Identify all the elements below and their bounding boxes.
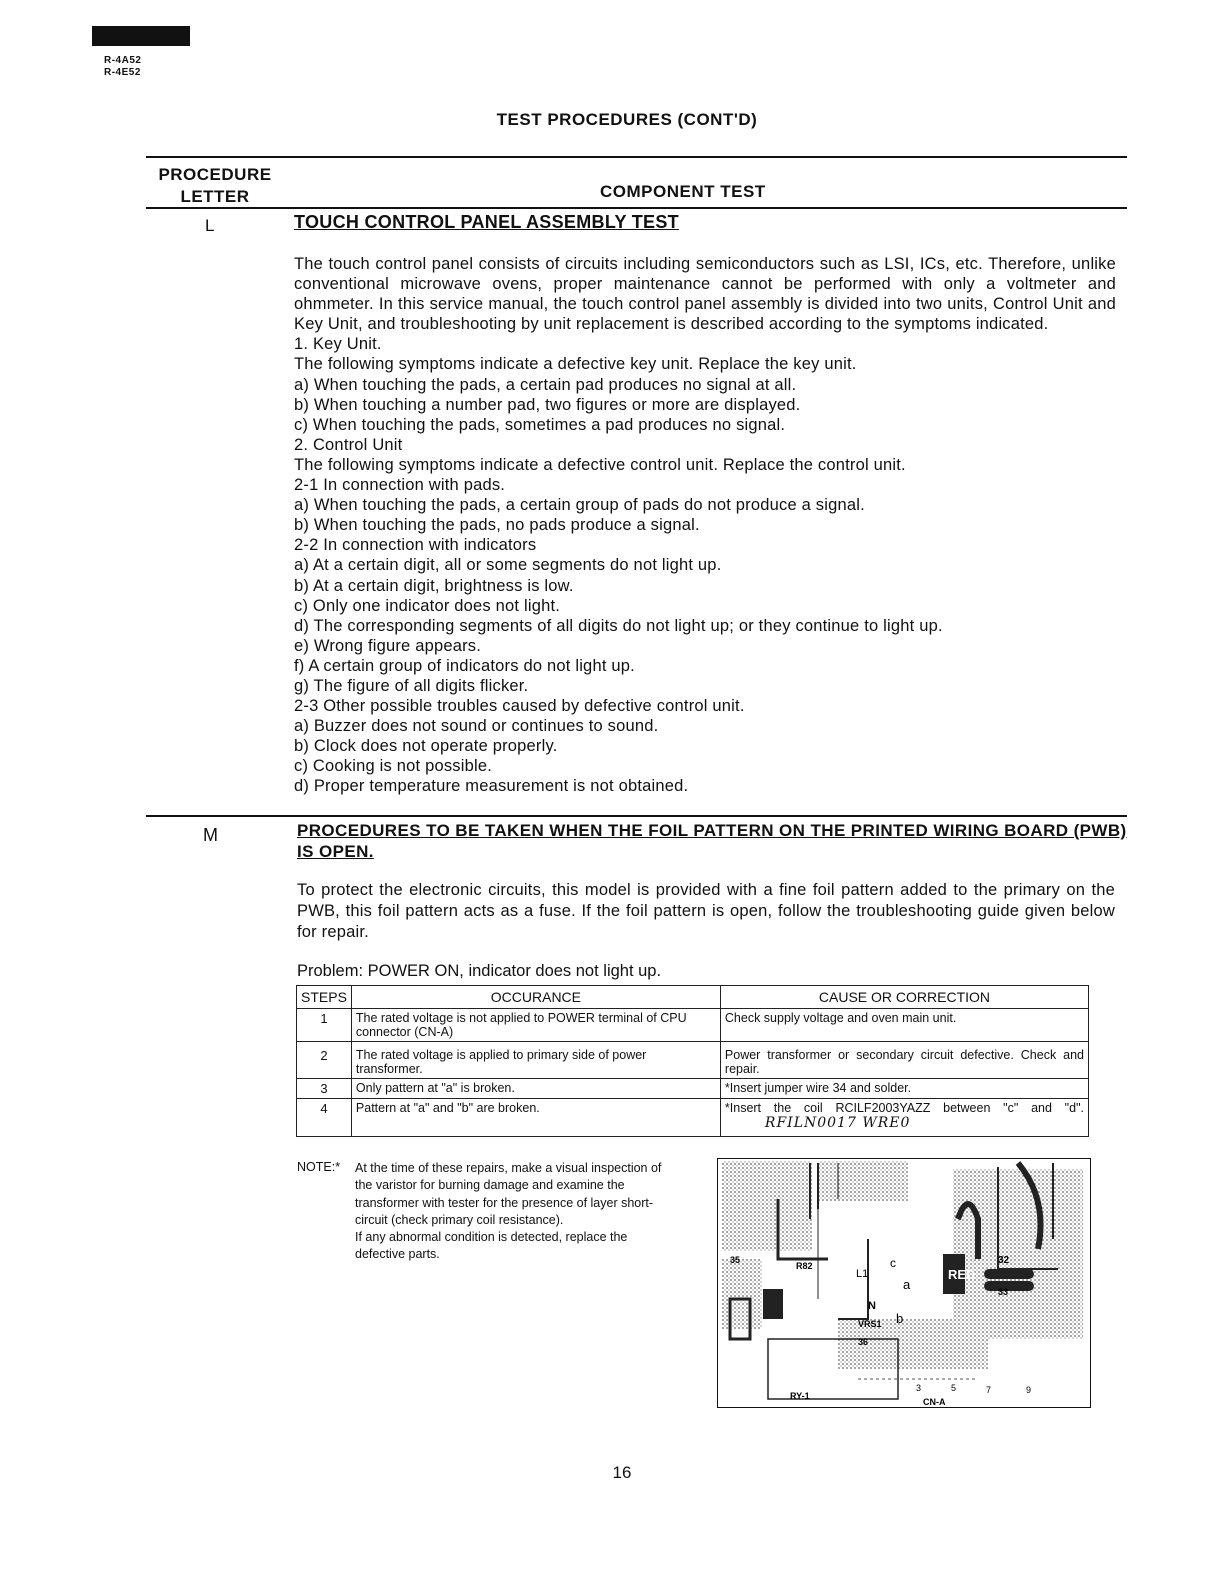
diagram-label: N [868, 1300, 876, 1312]
note-paragraph: If any abnormal condition is detected, replace the defective parts. [355, 1230, 628, 1262]
diagram-label: 33 [998, 1287, 1009, 1297]
body-line: 2-3 Other possible troubles caused by defective control unit. [294, 697, 745, 716]
diagram-label: 36 [858, 1337, 869, 1347]
diagram-label: b [896, 1311, 904, 1326]
note-label: NOTE:* [297, 1160, 341, 1174]
note-paragraph: At the time of these repairs, make a visual inspection of the varistor for burning damage and examine the transformer with tester for the presence of layer short-circuit (check primary coil resistance). [355, 1161, 662, 1227]
table-row [297, 1009, 1089, 1042]
page-number: 16 [612, 1463, 632, 1482]
occurance-cell: The rated voltage is not applied to POWER terminal of CPU connector (CN-A) [351, 1009, 720, 1042]
diagram-label: 5 [951, 1383, 957, 1393]
component-test-header: COMPONENT TEST [600, 182, 766, 201]
body-line: The following symptoms indicate a defective control unit. Replace the control unit. [294, 455, 906, 474]
body-line: e) Wrong figure appears. [294, 636, 482, 655]
diagram-label: 32 [998, 1255, 1010, 1266]
table-row [297, 1079, 1089, 1099]
diagram-label: 9 [1026, 1385, 1032, 1395]
step-cell: 2 [297, 1042, 352, 1079]
cause-cell: *Insert jumper wire 34 and solder. [720, 1079, 1088, 1099]
occurance-cell: Pattern at "a" and "b" are broken. [351, 1099, 720, 1137]
section-title: TOUCH CONTROL PANEL ASSEMBLY TEST [294, 212, 679, 232]
cause-cell: Check supply voltage and oven main unit. [720, 1009, 1088, 1042]
column-header: CAUSE OR CORRECTION [720, 986, 1088, 1009]
cause-cell [720, 1099, 1088, 1137]
section-m-paragraph: To protect the electronic circuits, this model is provided with a fine foil pattern added to the primary on the PWB, this foil pattern acts as a fuse. If the foil pattern is open, follow the troubleshooting guide given below for repair. [297, 881, 1115, 941]
cause-cell: Power transformer or secondary circuit defective. Check and repair. [720, 1042, 1088, 1079]
header-black-bar [92, 26, 190, 46]
jumper-marker [984, 1281, 1034, 1291]
body-line: f) A certain group of indicators do not light up. [294, 656, 635, 675]
body-line: d) Proper temperature measurement is not obtained. [294, 777, 689, 796]
component-block [763, 1289, 783, 1319]
header-line: LETTER [180, 187, 250, 206]
body-line: The following symptoms indicate a defective key unit. Replace the key unit. [294, 355, 857, 374]
body-line: a) Buzzer does not sound or continues to sound. [294, 717, 659, 736]
board-area [722, 1161, 812, 1251]
body-line: 2-1 In connection with pads. [294, 476, 506, 495]
diagram-label: 3 [916, 1383, 922, 1393]
diagram-label: c [890, 1256, 896, 1270]
jumper-marker [984, 1269, 1034, 1279]
diagram-label: VRS1 [858, 1319, 882, 1329]
body-line: 2. Control Unit [294, 435, 403, 454]
table-row [297, 1042, 1089, 1079]
procedure-letter-header [146, 164, 284, 208]
section-l-body [294, 254, 1116, 797]
step-cell: 3 [297, 1079, 352, 1099]
diagram-label: RED [948, 1267, 976, 1282]
page-title: TEST PROCEDURES (CONT'D) [496, 110, 758, 129]
body-line: a) When touching the pads, a certain group of pads do not produce a signal. [294, 496, 865, 515]
step-cell: 1 [297, 1009, 352, 1042]
cause-text: *Insert the coil RCILF2003YAZZ between "c" and "d". [724, 1101, 1084, 1115]
body-line: b) When touching the pads, no pads produce a signal. [294, 516, 700, 535]
handwritten-note: RFILN0017 WRE0 [764, 1115, 911, 1131]
problem-statement: Problem: POWER ON, indicator does not light up. [297, 962, 662, 980]
diagram-label: R82 [796, 1261, 813, 1271]
body-line: b) When touching a number pad, two figures or more are displayed. [294, 395, 801, 414]
diagram-label: CN-A [923, 1397, 946, 1407]
procedure-letter: L [205, 216, 215, 235]
occurance-cell: Only pattern at "a" is broken. [351, 1079, 720, 1099]
step-cell: 4 [297, 1099, 352, 1137]
body-line: c) When touching the pads, sometimes a pad produces no signal. [294, 415, 786, 434]
table-row [297, 1099, 1089, 1137]
divider [146, 156, 1127, 158]
troubleshooting-table [296, 985, 1089, 1137]
section-title: PROCEDURES TO BE TAKEN WHEN THE FOIL PATTERN ON THE PRINTED WIRING BOARD (PWB) IS OPEN. [297, 821, 1127, 861]
pwb-foil-pattern-diagram [717, 1158, 1091, 1408]
procedure-letter: M [203, 825, 218, 845]
body-line: c) Only one indicator does not light. [294, 596, 561, 615]
body-line: 1. Key Unit. [294, 335, 382, 354]
body-line: 2-2 In connection with indicators [294, 536, 537, 555]
note-text [355, 1160, 667, 1264]
table-header-row [297, 986, 1089, 1009]
pwb-diagram-svg [718, 1159, 1091, 1408]
divider [146, 207, 1127, 209]
divider [146, 815, 1127, 817]
body-line: c) Cooking is not possible. [294, 757, 492, 776]
diagram-label: 7 [986, 1385, 992, 1395]
body-line: a) At a certain digit, all or some segments do not light up. [294, 556, 722, 575]
board-area [953, 1169, 1083, 1339]
column-header: STEPS [297, 986, 352, 1009]
board-area [722, 1259, 762, 1329]
occurance-cell: The rated voltage is applied to primary side of power transformer. [351, 1042, 720, 1079]
board-area [818, 1161, 908, 1201]
body-line: b) Clock does not operate properly. [294, 737, 558, 756]
column-header: OCCURANCE [351, 986, 720, 1009]
diagram-label: 35 [730, 1255, 741, 1265]
model-number: R-4E52 [104, 67, 141, 78]
body-line: a) When touching the pads, a certain pad produces no signal at all. [294, 375, 797, 394]
diagram-label: RY-1 [790, 1391, 810, 1401]
body-line: d) The corresponding segments of all digits do not light up; or they continue to light up. [294, 616, 943, 635]
header-line: PROCEDURE [158, 165, 272, 184]
body-line: b) At a certain digit, brightness is low. [294, 576, 574, 595]
intro-paragraph: The touch control panel consists of circuits including semiconductors such as LSI, ICs, etc. Therefore, unlike conventional microwave ovens, proper maintenance cannot be performed with only a voltmeter and ohmmeter. In this service manual, the touch control panel assembly is divided into two units, Control Unit and Key Unit, and troubleshooting by unit replacement is described according to the symptoms indicated. [294, 255, 1116, 334]
diagram-label: a [903, 1277, 911, 1292]
model-number: R-4A52 [104, 55, 142, 66]
diagram-label: L1 [856, 1268, 869, 1280]
body-line: g) The figure of all digits flicker. [294, 676, 529, 695]
